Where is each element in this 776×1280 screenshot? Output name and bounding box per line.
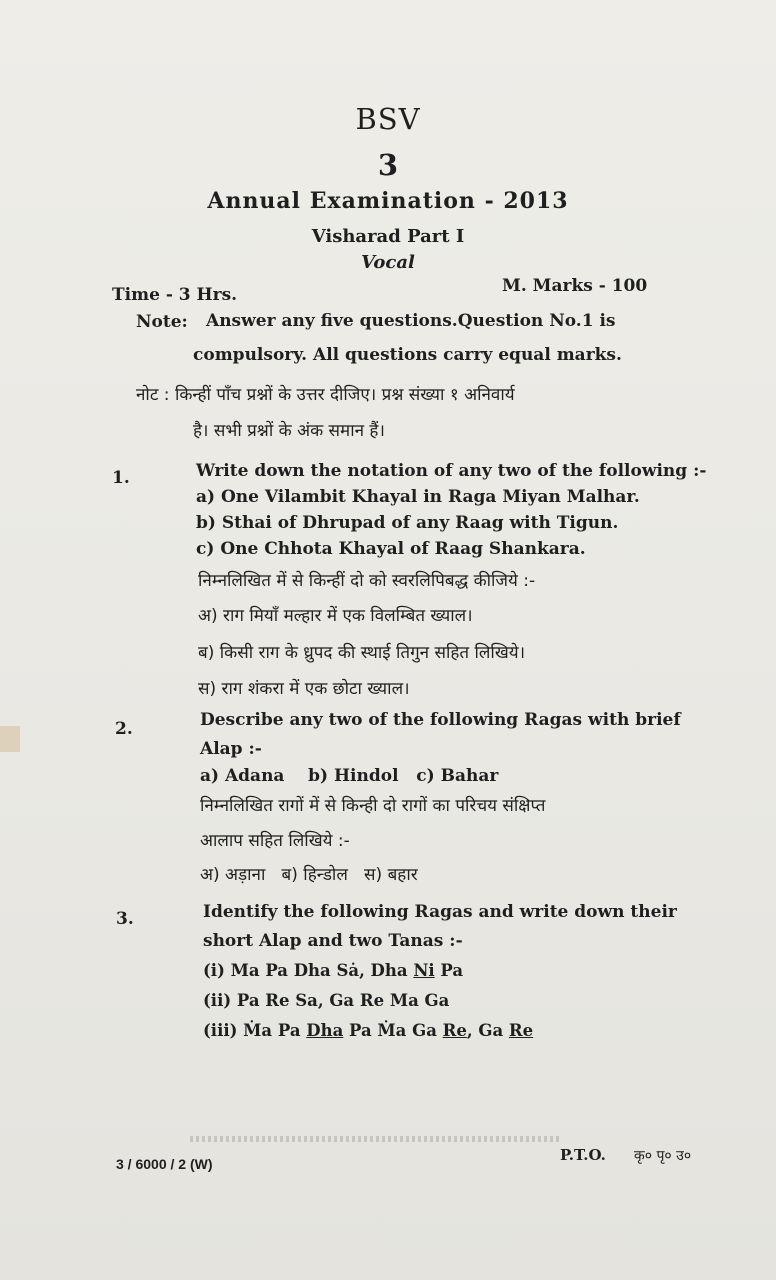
question-3-item-i: (i) Ma Pa Dha Sȧ, Dha Ni Pa <box>203 961 464 980</box>
question-1-hindi-a: अ) राग मियाँ मल्हार में एक विलम्बित ख्याल। <box>198 606 473 626</box>
question-3-prompt-line-1: Identify the following Ragas and write down their <box>203 902 677 922</box>
question-1-hindi-b: ब) किसी राग के ध्रुपद की स्थाई तिगुन सहित लिखिये। <box>198 643 526 663</box>
exam-subject: Vocal <box>361 252 415 273</box>
time-allowed: Time - 3 Hrs. <box>112 285 238 305</box>
question-1-hindi-prompt: निम्नलिखित में से किन्हीं दो को स्वरलिपिबद्ध कीजिये :- <box>198 571 536 591</box>
question-1-hindi-c: स) राग शंकरा में एक छोटा ख्याल। <box>198 679 410 699</box>
question-1-number: 1. <box>112 468 130 488</box>
question-3-number: 3. <box>116 909 134 929</box>
question-2-hindi-options: अ) अड़ाना ब) हिन्डोल स) बहार <box>200 865 418 885</box>
note-hindi-line-1: नोट : किन्हीं पाँच प्रश्नों के उत्तर दीजिए। प्रश्न संख्या १ अनिवार्य <box>136 385 515 405</box>
note-hindi-line-2: है। सभी प्रश्नों के अंक समान हैं। <box>193 421 385 441</box>
question-3-item-ii: (ii) Pa Re Sa, Ga Re Ma Ga <box>203 991 450 1010</box>
question-1-prompt: Write down the notation of any two of the following :- <box>196 461 707 481</box>
question-3-item-iii: (iii) Ṁa Pa Dha Pa Ṁa Ga Re, Ga Re <box>203 1021 534 1040</box>
note-label: Note: <box>136 312 188 332</box>
footer-print-code: 3 / 6000 / 2 (W) <box>116 1156 213 1172</box>
pto-label: P.T.O. <box>560 1146 606 1164</box>
pto-hindi-label: कृ० पृ० उ० <box>634 1148 692 1164</box>
question-3-prompt-line-2: short Alap and two Tanas :- <box>203 931 463 951</box>
max-marks: M. Marks - 100 <box>502 276 648 296</box>
note-line-2: compulsory. All questions carry equal marks. <box>193 345 622 365</box>
footer-divider <box>190 1136 560 1142</box>
question-2-hindi-line-1: निम्नलिखित रागों में से किन्ही दो रागों का परिचय संक्षिप्त <box>200 796 546 816</box>
question-1-option-a: a) One Vilambit Khayal in Raga Miyan Malhar. <box>196 487 640 507</box>
question-2-hindi-line-2: आलाप सहित लिखिये :- <box>200 831 350 851</box>
question-1-option-c: c) One Chhota Khayal of Raag Shankara. <box>196 539 586 559</box>
note-line-1: Answer any five questions.Question No.1 is <box>206 311 616 331</box>
question-2-number: 2. <box>115 719 133 739</box>
exam-part: Visharad Part I <box>311 226 465 247</box>
binding-tab-mark <box>0 726 20 752</box>
paper-number: 3 <box>377 148 399 182</box>
paper-code: BSV <box>355 102 421 136</box>
question-2-prompt-line-1: Describe any two of the following Ragas with brief <box>200 710 681 730</box>
question-1-option-b: b) Sthai of Dhrupad of any Raag with Tigun. <box>196 513 619 533</box>
exam-title: Annual Examination - 2013 <box>207 188 569 214</box>
question-2-prompt-line-2: Alap :- <box>200 739 262 759</box>
question-2-options: a) Adana b) Hindol c) Bahar <box>200 766 499 786</box>
